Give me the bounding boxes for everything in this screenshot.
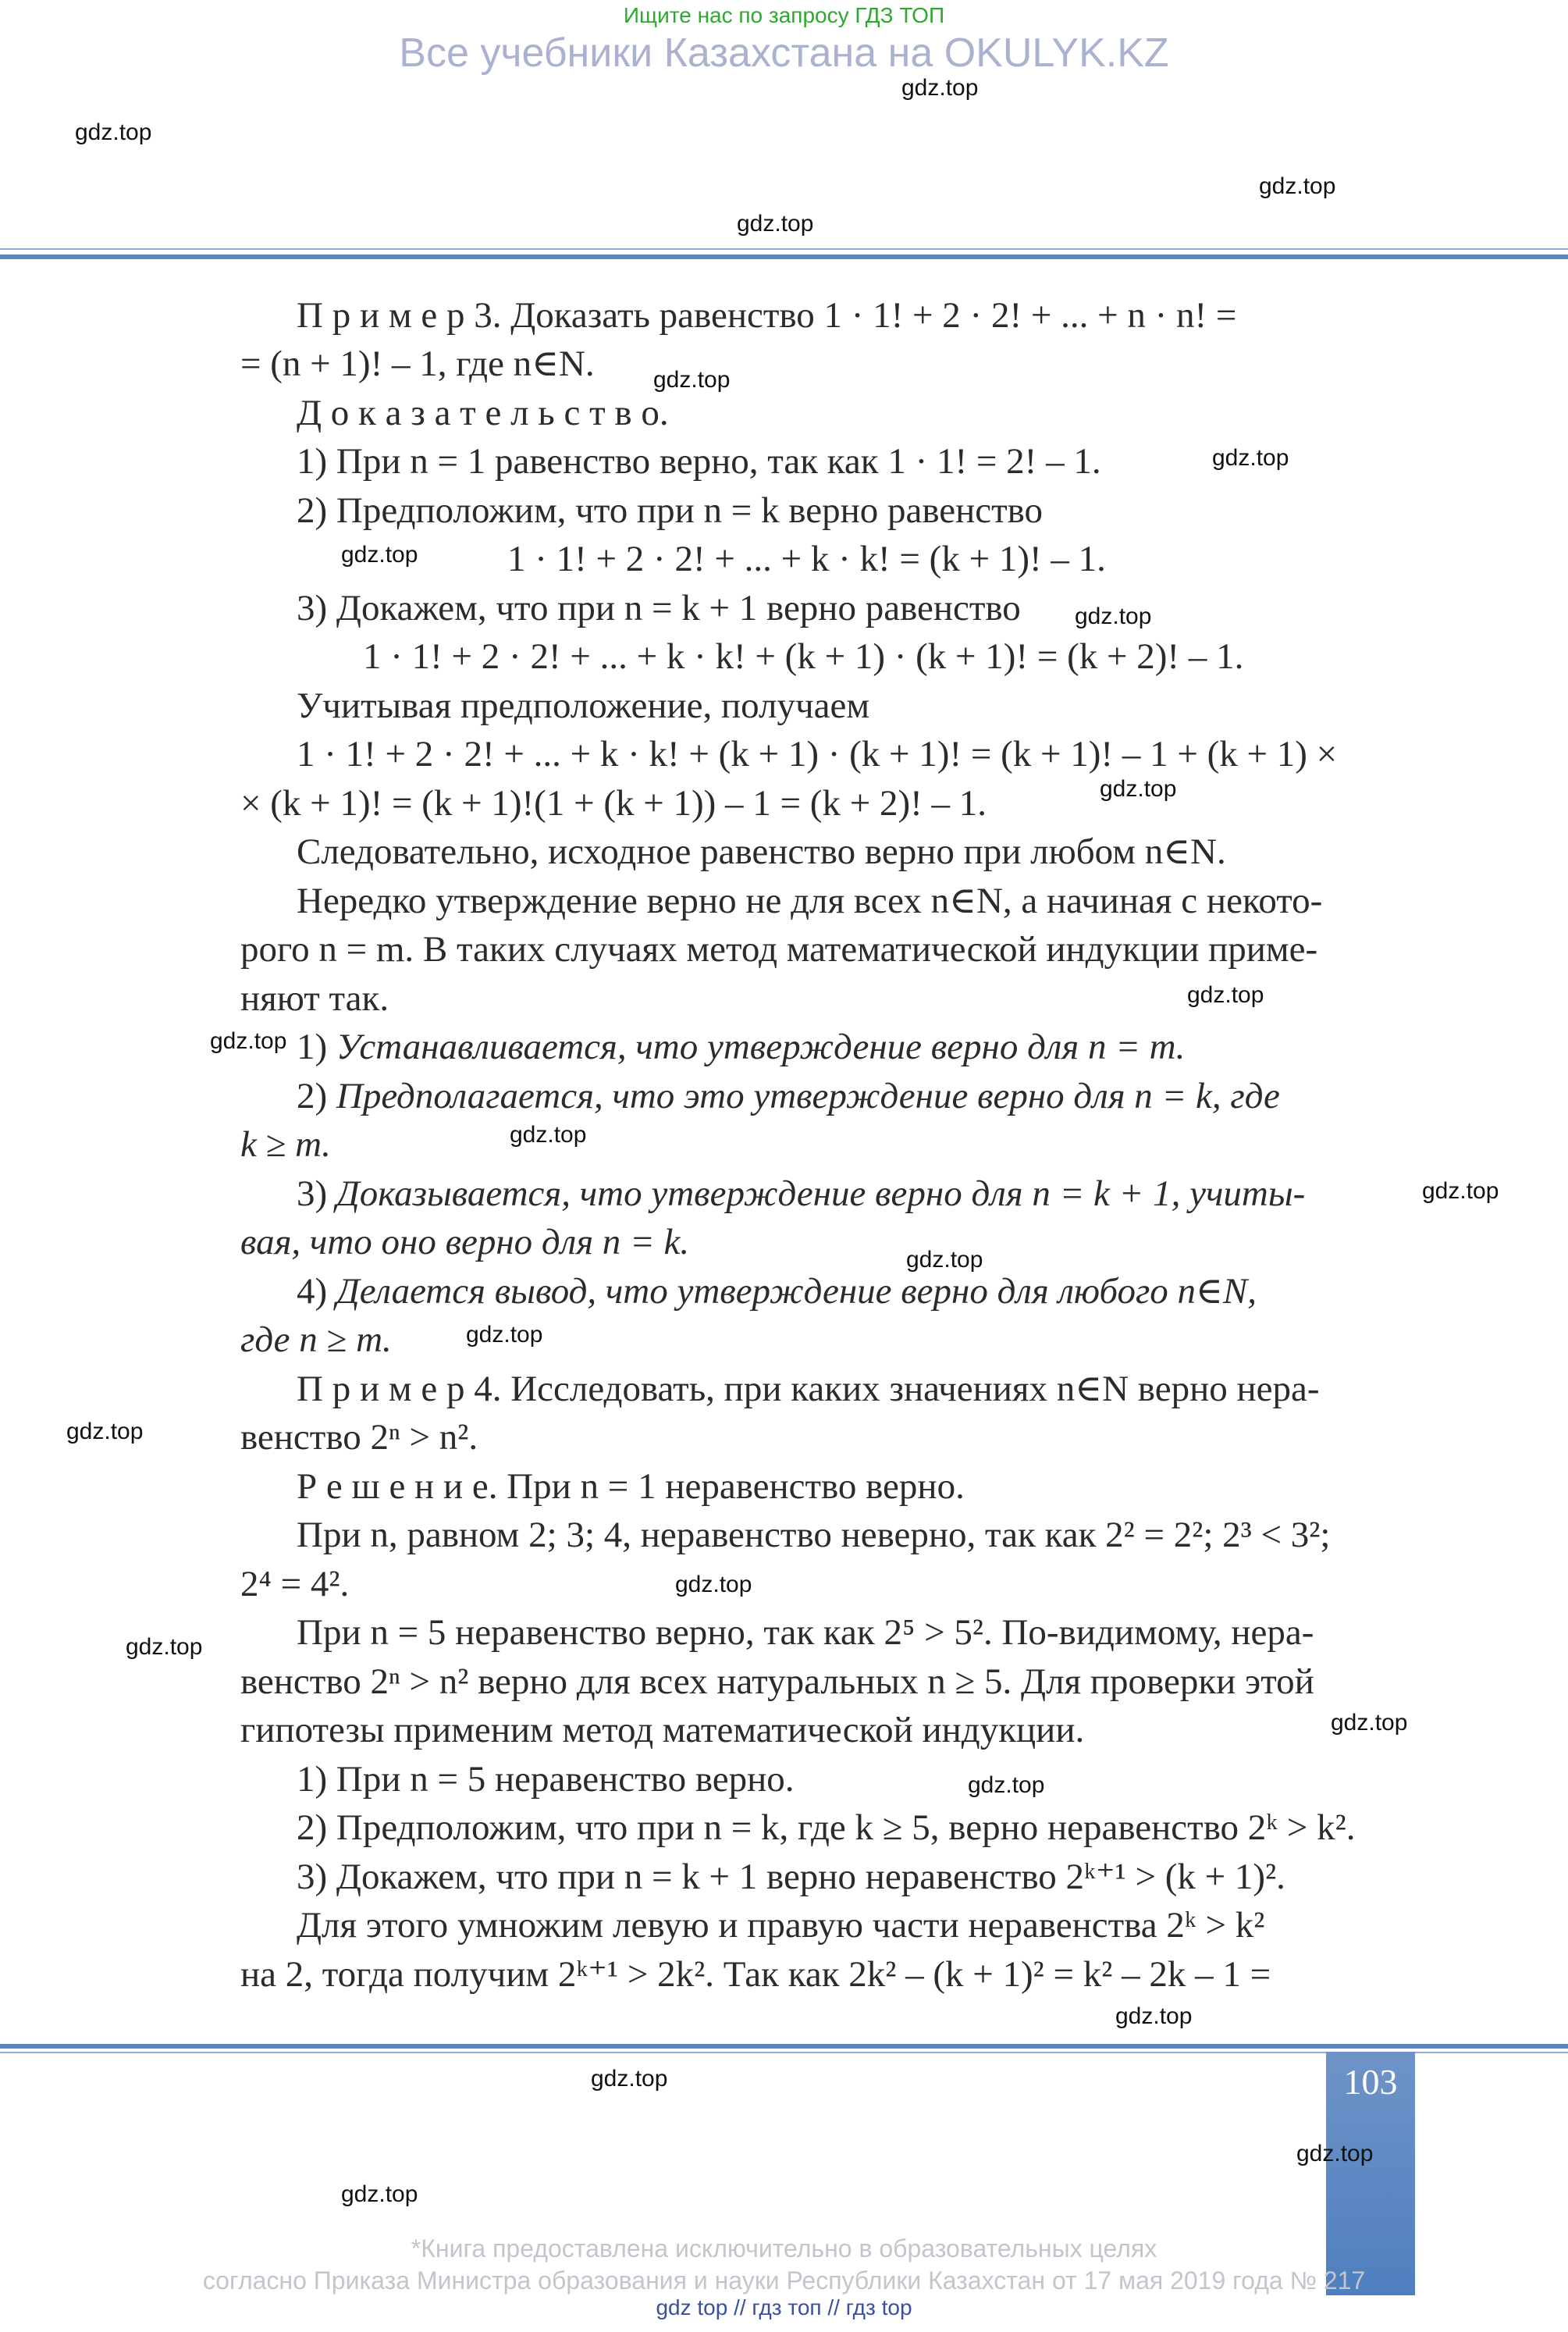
list-number: 3) [297, 1173, 336, 1214]
text-line: 2) Предположим, что при n = k верно равенство [297, 490, 1044, 531]
text-line: Учитывая предположение, получаем [297, 685, 870, 726]
watermark: gdz.top [737, 211, 814, 237]
list-item [297, 1172, 1305, 1216]
watermark: gdz.top [341, 2181, 418, 2207]
formula-line: 1 · 1! + 2 · 2! + ... + k · k! + (k + 1) · (k + 1)! = (k + 1)! – 1 + (k + 1) × [297, 734, 1338, 774]
text-line: 2⁴ = 4². [240, 1564, 350, 1604]
page-number: 103 [1343, 2062, 1398, 2102]
formula-line: × (k + 1)! = (k + 1)!(1 + (k + 1)) – 1 = (k + 2)! – 1. [240, 783, 987, 824]
watermark: gdz.top [1115, 2003, 1193, 2029]
watermark: gdz.top [591, 2066, 668, 2092]
text-line: 1) При n = 5 неравенство верно. [297, 1759, 795, 1800]
search-hint[interactable]: Ищите нас по запросу ГДЗ ТОП [623, 3, 945, 27]
list-item-text: Доказывается, что утверждение верно для n = k + 1, учиты- [336, 1173, 1306, 1214]
text-line: венство 2ⁿ > n² верно для всех натуральных n ≥ 5. Для проверки этой [240, 1661, 1314, 1702]
watermark: gdz.top [1212, 445, 1289, 471]
text-line: на 2, тогда получим 2ᵏ⁺¹ > 2k². Так как 2k² – (k + 1)² = k² – 2k – 1 = [240, 1954, 1271, 1995]
text-line: При n, равном 2; 3; 4, неравенство неверно, так как 2² = 2²; 2³ < 3²; [297, 1515, 1331, 1555]
footer-notice-line-1: *Книга предоставлена исключительно в образовательных целях [411, 2234, 1157, 2263]
text-line: няют так. [240, 978, 389, 1019]
text-line: Следовательно, исходное равенство верно при любом n∈N. [297, 831, 1226, 872]
text-line: Р е ш е н и е. При n = 1 неравенство верно. [297, 1466, 965, 1507]
top-rule-thin [0, 248, 1568, 250]
watermark: gdz.top [1187, 982, 1264, 1008]
watermark: gdz.top [1331, 1710, 1408, 1736]
watermark: gdz.top [968, 1772, 1045, 1798]
list-item-text: Делается вывод, что утверждение верно для любого n∈N, [336, 1271, 1257, 1312]
list-item-text: Предполагается, что это утверждение верно для n = k, где [336, 1076, 1280, 1116]
list-item [297, 1269, 1257, 1313]
footer-notice-line-2: согласно Приказа Министра образования и науки Республики Казахстан от 17 мая 2019 года № 217 [202, 2266, 1366, 2295]
list-number: 4) [297, 1271, 336, 1312]
watermark: gdz.top [675, 1572, 752, 1597]
watermark: gdz.top [466, 1322, 543, 1348]
footer-links[interactable]: gdz top // гдз топ // гдз top [656, 2295, 912, 2320]
text-line: При n = 5 неравенство верно, так как 2⁵ > 5². По-видимому, нера- [297, 1612, 1314, 1653]
watermark: gdz.top [901, 75, 979, 101]
list-item-text: Устанавливается, что утверждение верно для n = m. [336, 1027, 1186, 1067]
text-line: гипотезы применим метод математической индукции. [240, 1710, 1085, 1750]
formula-line: 1 · 1! + 2 · 2! + ... + k · k! = (k + 1)! – 1. [507, 539, 1106, 579]
watermark: gdz.top [341, 542, 418, 568]
section-heading: Д о к а з а т е л ь с т в о. [297, 393, 669, 433]
watermark: gdz.top [1075, 603, 1152, 629]
watermark: gdz.top [210, 1028, 287, 1054]
watermark: gdz.top [1100, 776, 1177, 802]
list-number: 2) [297, 1076, 336, 1116]
text-line: 3) Докажем, что при n = k + 1 верно неравенство 2ᵏ⁺¹ > (k + 1)². [297, 1857, 1285, 1897]
watermark: gdz.top [1296, 2141, 1374, 2166]
text-line: 3) Докажем, что при n = k + 1 верно равенство [297, 588, 1021, 628]
list-item [297, 1074, 1280, 1118]
text-line: вая, что оно верно для n = k. [240, 1222, 690, 1262]
text-line: П р и м е р 4. Исследовать, при каких значениях n∈N верно нера- [297, 1369, 1320, 1409]
text-line: = (n + 1)! – 1, где n∈N. [240, 344, 595, 384]
text-line: где n ≥ m. [240, 1319, 392, 1360]
site-banner[interactable]: Все учебники Казахстана на OKULYK.KZ [399, 30, 1169, 76]
text-line: 2) Предположим, что при n = k, где k ≥ 5, верно неравенство 2ᵏ > k². [297, 1807, 1356, 1848]
text-line: П р и м е р 3. Доказать равенство 1 · 1! + 2 · 2! + ... + n · n! = [297, 295, 1237, 336]
list-number: 1) [297, 1027, 336, 1067]
watermark: gdz.top [66, 1419, 144, 1444]
formula-line: 1 · 1! + 2 · 2! + ... + k · k! + (k + 1) · (k + 1)! = (k + 2)! – 1. [363, 636, 1244, 677]
watermark: gdz.top [653, 367, 731, 393]
bottom-rule-thick [0, 2044, 1568, 2049]
text-line: k ≥ m. [240, 1124, 331, 1165]
watermark: gdz.top [126, 1634, 203, 1660]
top-rule-thick [0, 255, 1568, 259]
text-line: рого n = m. В таких случаях метод математической индукции приме- [240, 929, 1318, 970]
watermark: gdz.top [75, 119, 152, 145]
text-line: 1) При n = 1 равенство верно, так как 1 · 1! = 2! – 1. [297, 441, 1101, 482]
text-line: Для этого умножим левую и правую части неравенства 2ᵏ > k² [297, 1905, 1265, 1946]
watermark: gdz.top [1259, 173, 1336, 199]
watermark: gdz.top [906, 1247, 983, 1273]
watermark: gdz.top [1422, 1178, 1499, 1204]
text-line: Нередко утверждение верно не для всех n∈N, а начиная с некото- [297, 881, 1323, 921]
text-line: венство 2ⁿ > n². [240, 1417, 478, 1458]
watermark: gdz.top [510, 1122, 587, 1148]
list-item [297, 1025, 1185, 1069]
